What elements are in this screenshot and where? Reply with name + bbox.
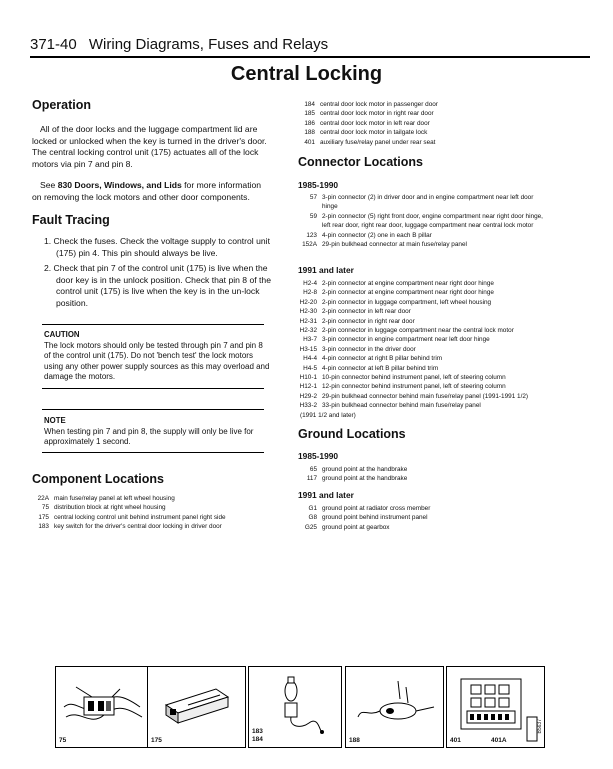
item-desc: 10-pin connector behind instrument panel, left of steering column — [322, 374, 506, 382]
control-unit-drawing — [148, 667, 245, 747]
item-code: 401 — [304, 138, 315, 146]
item-desc: 2-pin connector at engine compartment near right door hinge — [322, 289, 494, 297]
list-item — [26, 503, 276, 512]
item-code: 188 — [304, 129, 315, 137]
item-desc: 2-pin connector in luggage compartment, left wheel housing — [322, 298, 492, 306]
figure-label: 401A — [491, 737, 507, 744]
item-desc: ground point at gearbox — [322, 523, 390, 531]
ground-list-2 — [294, 504, 544, 532]
item-code: 57 — [309, 194, 317, 201]
list-item — [294, 335, 549, 344]
note-rule-bottom — [42, 452, 264, 453]
list-item — [294, 345, 549, 354]
item-desc: 4-pin connector at left B pillar behind trim — [322, 364, 439, 372]
item-desc: 3-pin connector in the driver door — [322, 345, 416, 353]
figure-401 — [446, 666, 545, 748]
list-item — [294, 474, 544, 483]
item-desc: ground point at the handbrake — [322, 475, 408, 483]
item-code: H4-4 — [303, 355, 317, 363]
item-desc: key switch for the driver's central door locking in driver door — [54, 523, 222, 531]
item-code: 59 — [309, 212, 317, 220]
list-item — [292, 128, 552, 137]
item-code: 183 — [38, 523, 49, 531]
fault-step-1: 1. Check the fuses. Check the voltage supply to control unit (175) pin 4. This pin should always be live. — [44, 236, 270, 258]
figure-75 — [55, 666, 149, 748]
page-number: 371-40 — [30, 36, 77, 53]
item-code: 117 — [306, 475, 317, 483]
item-code: H10-1 — [299, 374, 317, 382]
item-desc: 2-pin connector in left rear door — [322, 308, 411, 316]
list-item — [294, 298, 549, 307]
item-code: H29-2 — [299, 392, 317, 400]
tailgate-motor-drawing — [346, 667, 443, 747]
connector-group2-title: 1991 and later — [298, 265, 354, 275]
item-desc: ground point at the handbrake — [322, 466, 408, 473]
item-tail: (1991 1/2 and later) — [300, 411, 356, 419]
item-code: H2-32 — [299, 327, 317, 335]
list-item — [294, 382, 549, 391]
note-rule-top — [42, 409, 264, 410]
list-item — [294, 465, 544, 474]
page-header — [30, 36, 328, 53]
list-item — [292, 138, 552, 147]
item-desc: main fuse/relay panel at left wheel housing — [54, 495, 175, 502]
item-desc: 2-pin connector at engine compartment near right door hinge — [322, 280, 494, 287]
component-locations-heading: Component Locations — [32, 472, 164, 486]
list-item — [294, 279, 549, 288]
item-desc: 12-pin connector behind instrument panel, left of steering column — [322, 383, 506, 391]
item-code: H2-31 — [299, 317, 317, 325]
item-code: 152A — [302, 241, 317, 249]
item-code: 186 — [304, 119, 315, 127]
item-code: H2-4 — [303, 280, 317, 287]
ground-group2-title: 1991 and later — [298, 490, 354, 500]
operation-para2 — [32, 180, 272, 203]
item-code: 175 — [38, 513, 49, 521]
list-item — [294, 504, 544, 513]
header-rule — [30, 56, 590, 58]
ground-group1-title: 1985-1990 — [298, 451, 339, 461]
item-code: H12-1 — [299, 383, 317, 391]
para2-ref: 830 Doors, Windows, and Lids — [57, 180, 182, 190]
list-item — [294, 392, 549, 401]
item-desc: auxiliary fuse/relay panel under rear seat — [320, 138, 436, 146]
list-item — [294, 317, 549, 326]
para2-suffix: for more information on removing the lock motors and other door components. — [32, 180, 262, 202]
item-code: H2-8 — [303, 289, 317, 297]
item-code: G1 — [308, 505, 317, 512]
list-item — [292, 100, 552, 109]
list-item — [26, 513, 276, 522]
list-item — [292, 109, 552, 118]
item-desc: distribution block at right wheel housing — [54, 504, 166, 512]
list-item — [294, 354, 549, 363]
item-desc: 2-pin connector in luggage compartment near the central lock motor — [322, 327, 514, 335]
item-desc: 3-pin connector in engine compartment near left door hinge — [322, 336, 490, 344]
item-code: 185 — [304, 110, 315, 118]
list-item — [294, 401, 549, 410]
connector-list-2 — [294, 279, 549, 420]
list-item — [294, 240, 544, 249]
item-code: 22A — [37, 495, 49, 502]
list-item — [294, 364, 549, 373]
item-code: 75 — [41, 504, 49, 512]
list-item — [294, 231, 544, 240]
item-desc: ground point at radiator cross member — [322, 505, 431, 512]
item-desc: 33-pin bulkhead connector behind main fuse/relay panel — [322, 402, 481, 410]
figure-label: 183 184 — [252, 728, 263, 743]
item-desc: central door lock motor in passenger door — [320, 101, 438, 108]
fault-tracing-heading: Fault Tracing — [32, 213, 110, 227]
item-desc: 4-pin connector (2) one in each B pillar — [322, 231, 432, 239]
item-desc: 2-pin connector in right rear door — [322, 317, 415, 325]
item-desc: 29-pin bulkhead connector at main fuse/relay panel — [322, 241, 467, 249]
list-item — [292, 119, 552, 128]
list-item — [294, 193, 544, 212]
figure-label: 75 — [59, 737, 67, 744]
list-item — [294, 373, 549, 382]
item-code: H3-7 — [303, 336, 317, 344]
item-code: G25 — [304, 523, 317, 531]
fault-step-2: 2. Check that pin 7 of the control unit (175) is live when the door key is in the unlock position. Check that pin 8 of the control unit (175) is live when the key is in the un-lock position. — [44, 263, 271, 308]
ground-list-1 — [294, 465, 544, 484]
caution-text: The lock motors should only be tested through pin 7 and pin 8 of the control unit (175). Do not 'bench test' the lock motors using any other power supply sources as this may overload and damage the motors. — [44, 341, 270, 382]
item-desc: central door lock motor in left rear door — [320, 119, 430, 127]
caution-rule-top — [42, 324, 264, 325]
item-desc: 4-pin connector at right B pillar behind trim — [322, 355, 443, 363]
list-item — [294, 326, 549, 335]
item-desc: ground point behind instrument panel — [322, 514, 428, 522]
list-item — [26, 494, 276, 503]
item-code: 184 — [304, 101, 315, 108]
list-item — [294, 212, 544, 231]
list-item — [294, 288, 549, 297]
page-title: Central Locking — [230, 63, 383, 85]
item-code: 65 — [309, 466, 317, 473]
figure-183-184 — [248, 666, 342, 748]
connector-group1-title: 1985-1990 — [298, 180, 339, 190]
component-list-right — [292, 100, 552, 147]
fuse-panel-drawing — [447, 667, 544, 747]
item-desc: central locking control unit behind instrument panel right side — [54, 513, 226, 521]
item-desc: 3-pin connector (2) in driver door and in engine compartment near left door hinge — [322, 194, 534, 211]
item-code: G8 — [308, 514, 317, 522]
item-desc: 29-pin bulkhead connector behind main fuse/relay panel (1991-1991 1/2) — [322, 392, 529, 400]
item-desc: central door lock motor in right rear door — [320, 110, 434, 118]
figure-label: 401 — [450, 737, 461, 744]
connector-list-1 — [294, 193, 544, 249]
figure-label: 175 — [151, 737, 162, 744]
list-item — [294, 411, 549, 420]
item-code: H3-15 — [299, 345, 317, 353]
section-title: Wiring Diagrams, Fuses and Relays — [88, 36, 329, 53]
note-text: When testing pin 7 and pin 8, the supply will only be live for approximately 1 second. — [44, 427, 254, 447]
caution-rule-bottom — [42, 388, 264, 389]
item-code: 123 — [306, 231, 317, 239]
item-code: H2-30 — [299, 308, 317, 316]
list-item — [294, 513, 544, 522]
item-code: H4-5 — [303, 364, 317, 372]
figure-label: 188 — [349, 737, 360, 744]
component-list-left — [26, 494, 276, 532]
item-desc: 2-pin connector (5) right front door, engine compartment near right door hinge, left rear door, right rear door, luggage compartment near central lock motor — [322, 212, 543, 230]
list-item — [294, 307, 549, 316]
figure-188 — [345, 666, 444, 748]
ground-locations-heading: Ground Locations — [298, 427, 406, 441]
item-code: H2-20 — [299, 298, 317, 306]
item-desc: central door lock motor in tailgate lock — [320, 129, 428, 137]
note-label: NOTE — [44, 416, 66, 425]
list-item — [26, 522, 276, 531]
figure-175 — [147, 666, 246, 748]
caution-label: CAUTION — [44, 330, 80, 339]
item-code: H33-2 — [299, 402, 317, 410]
connector-locations-heading: Connector Locations — [298, 155, 424, 169]
operation-heading: Operation — [32, 98, 92, 112]
distribution-block-drawing — [56, 667, 148, 747]
para2-prefix: See — [40, 180, 58, 190]
operation-para1: All of the door locks and the luggage compartment lid are locked or unlocked when the key is turned in the driver's door. The central locking control unit (175) actuates all of the lock motors via pin 7 and pin 8. — [32, 124, 267, 169]
figure-code: B5637 — [537, 718, 543, 733]
list-item — [294, 523, 544, 532]
